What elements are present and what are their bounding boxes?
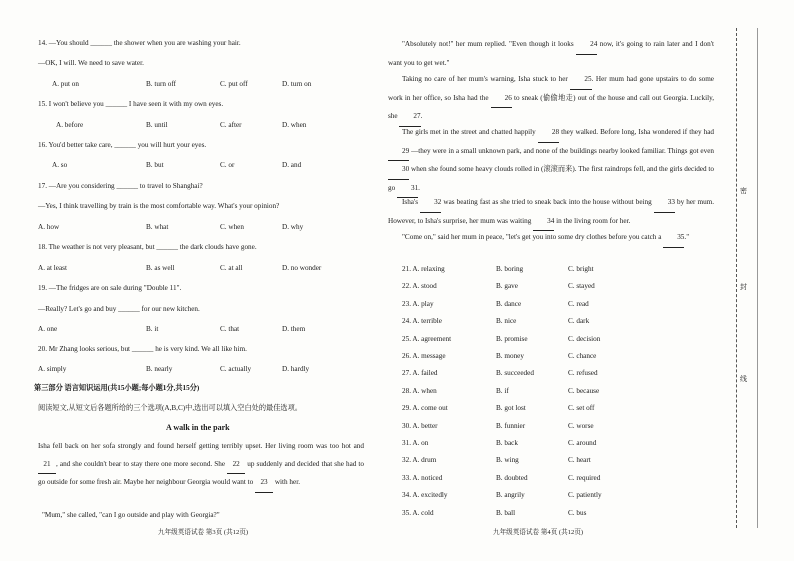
cloze-q31-option-a[interactable]: 31. A. on [402,439,429,447]
cloze-q23-option-c[interactable]: C. read [568,299,589,308]
cloze-q33-option-c[interactable]: C. required [568,473,601,482]
cloze-q34-option-a[interactable]: 34. A. excitedly [402,491,448,500]
p4-text-d: . [420,112,423,120]
cloze-q29-option-a[interactable]: 29. A. come out [402,404,448,413]
p6-text-c: by her mum. However, to Isha's surprise, her mum was waiting [388,198,715,225]
p5-text-e: . [418,183,420,192]
cloze-q35-option-a[interactable]: 35. A. cold [402,508,434,517]
passage-paragraph-2: "Mum," she called, "can I go outside and play with Georgia?" [42,511,220,519]
p3-text-b: now, it's going to rain later and I don't want you to get wet." [388,40,715,67]
cloze-q29-option-b[interactable]: B. got lost [496,404,526,413]
cloze-q27-option-a[interactable]: 27. A. failed [402,369,438,378]
cloze-q22-option-b[interactable]: B. gave [496,282,518,291]
cloze-q32-option-c[interactable]: C. heart [568,456,591,465]
binding-line [736,28,737,528]
p7-text-a: "Come on," said her mum in peace, "let's get you into some dry clothes before you catch a [402,233,662,241]
blank-35[interactable]: 35 [663,229,684,248]
q15-option-b[interactable]: B. until [146,121,168,129]
blank-23[interactable]: 23 [255,474,273,493]
p5-text-b: they walked. Before long, Isha wondered if they had [561,128,715,136]
q20-option-b[interactable]: B. nearly [146,365,173,373]
blank-28[interactable]: 28 [538,124,559,143]
cloze-q30-option-c[interactable]: C. worse [568,421,594,430]
q20-stem: 20. Mr Zhang looks serious, but ______ he is very kind. We all like him. [38,345,247,353]
right-page [388,0,718,561]
p5-text-d: when she found some heavy clouds rolled in (滚滚而来). The first raindrops fell, and the girls decided to go [388,165,715,192]
cloze-q34-option-b[interactable]: B. angrily [496,491,525,500]
q14-stem: 14. —You should ______ the shower when you are washing your hair. [38,39,241,47]
cloze-q29-option-c[interactable]: C. set off [568,404,595,413]
cloze-q21-option-c[interactable]: C. bright [568,265,594,273]
q18-option-c[interactable]: C. at all [220,264,243,272]
margin-mark-line: 线 [740,375,747,383]
p4-text-b: . Her mum had gone upstairs to do some work in her office, so Isha had the [388,75,714,102]
q16-option-b[interactable]: B. but [146,161,164,169]
passage-title: A walk in the park [166,423,230,432]
p5-text-c: —they were in a small unknown park, and none of the buildings nearby looked familiar. Things got even [411,146,714,155]
page-edge [757,28,758,528]
p1-text-c: up suddenly and decided that she had to go outside for some fresh air. Maybe her neighbour Georgia would want to [38,459,365,486]
blank-21[interactable]: 21 [38,456,56,475]
cloze-q30-option-a[interactable]: 30. A. better [402,421,438,430]
p6-text-b: was beating fast as she tried to sneak back into the house without being [443,198,652,206]
p1-text-d: with her. [274,478,300,486]
q16-option-c[interactable]: C. or [220,161,235,169]
blank-27[interactable]: 27 [399,108,420,127]
passage-paragraph-5 [388,124,714,198]
p7-text-b: ." [684,233,690,241]
passage-paragraph-6 [388,194,714,231]
p3-text-a: "Absolutely not!" her mum replied. "Even though it looks [402,40,574,48]
blank-29[interactable]: 29 [388,143,409,162]
footer-left: 九年级英语试卷 第3页 (共12页) [158,529,249,536]
cloze-q24-option-b[interactable]: B. nice [496,317,517,326]
cloze-q28-option-b[interactable]: B. if [496,386,509,395]
p6-text-a: Isha's [402,198,419,206]
cloze-q30-option-b[interactable]: B. funnier [496,421,526,430]
q16-option-a[interactable]: A. so [52,161,68,169]
q20-option-a[interactable]: A. simply [38,365,67,373]
q15-option-c[interactable]: C. after [220,121,242,129]
q20-option-c[interactable]: C. actually [220,365,252,373]
q14-stem-2: —OK, I will. We need to save water. [38,59,144,67]
cloze-q24-option-c[interactable]: C. dark [568,317,590,326]
instruction: 阅读短文,从短文后各题所给的三个选项(A,B,C)中,选出可以填入空白处的最佳选项。 [38,404,302,412]
cloze-q25-option-c[interactable]: C. decision [568,334,601,343]
cloze-q28-option-c[interactable]: C. because [568,386,600,395]
p4-text-a: Taking no care of her mum's warning, Isha stuck to her [402,75,568,83]
footer-right: 九年级英语试卷 第4页 (共12页) [493,529,584,536]
cloze-q23-option-b[interactable]: B. dance [496,299,522,308]
cloze-q34-option-c[interactable]: C. patiently [568,491,602,500]
p1-text-a: Isha fell back on her sofa strongly and found herself getting terribly upset. Her living room was too hot and [38,442,364,450]
cloze-q22-option-c[interactable]: C. stayed [568,282,595,291]
q19-option-b[interactable]: B. it [146,325,159,333]
cloze-q26-option-c[interactable]: C. chance [568,352,597,360]
margin-mark-envelope: 封 [740,283,747,291]
cloze-q21-option-a[interactable]: 21. A. relaxing [402,265,445,273]
blank-24[interactable]: 24 [576,36,597,55]
q15-stem: 15. I won't believe you ______ I have seen it with my own eyes. [38,100,224,108]
q17-option-d[interactable]: D. why [282,223,304,231]
q16-option-d[interactable]: D. and [282,161,302,169]
blank-22[interactable]: 22 [227,456,245,475]
cloze-q24-option-a[interactable]: 24. A. terrible [402,317,442,326]
p6-text-d: in the living room for her. [556,216,631,225]
q14-option-b[interactable]: B. turn off [146,80,177,88]
blank-30[interactable]: 30 [388,161,409,180]
q19-option-d[interactable]: D. them [282,325,306,333]
q17-option-c[interactable]: C. when [220,223,244,231]
cloze-q22-option-a[interactable]: 22. A. stood [402,282,437,291]
cloze-q26-option-a[interactable]: 26. A. message [402,352,446,360]
q14-option-c[interactable]: C. put off [220,80,248,88]
cloze-q21-option-b[interactable]: B. boring [496,265,524,273]
cloze-q31-option-b[interactable]: B. back [496,439,518,447]
left-page [34,0,368,561]
q19-option-c[interactable]: C. that [220,325,240,333]
cloze-q33-option-b[interactable]: B. doubted [496,473,528,482]
cloze-q32-option-a[interactable]: 32. A. drum [402,456,437,465]
q18-option-b[interactable]: B. as well [146,264,175,272]
q14-option-a[interactable]: A. put on [52,80,79,88]
cloze-q25-option-b[interactable]: B. promise [496,334,528,343]
cloze-q33-option-a[interactable]: 33. A. noticed [402,473,443,482]
q16-stem: 16. You'd better take care, ______ you will hurt your eyes. [38,141,207,149]
passage-paragraph-4 [388,71,714,127]
passage-paragraph-1 [38,438,364,493]
q17-option-b[interactable]: B. what [146,223,169,231]
cloze-q35-option-c[interactable]: C. bus [568,508,587,517]
q18-option-d[interactable]: D. no wonder [282,264,322,272]
q14-option-d[interactable]: D. turn on [282,80,312,88]
cloze-q28-option-a[interactable]: 28. A. when [402,386,437,395]
q19-stem-2: —Really? Let's go and buy ______ for our new kitchen. [38,305,200,313]
q18-option-a[interactable]: A. at least [38,264,67,272]
blank-26[interactable]: 26 [491,90,512,109]
cloze-q27-option-b[interactable]: B. succeeded [496,369,534,378]
p4-text-c: to sneak (偷偷地走) out of the house and call out Georgia. Luckily, she [388,93,715,120]
margin-mark-seal: 密 [740,187,747,195]
q19-option-a[interactable]: A. one [38,325,58,333]
cloze-q32-option-b[interactable]: B. wing [496,456,519,465]
q15-option-a[interactable]: A. before [56,121,84,129]
section-heading: 第三部分 语言知识运用(共15小题;每小题1分,共15分) [34,384,200,392]
q17-option-a[interactable]: A. how [38,223,60,231]
q20-option-d[interactable]: D. hardly [282,365,310,373]
cloze-q27-option-c[interactable]: C. refused [568,369,598,378]
q18-stem: 18. The weather is not very pleasant, but ______ the dark clouds have gone. [38,243,257,251]
p5-text-a: The girls met in the street and chatted happily [402,128,536,136]
q17-stem: 17. —Are you considering ______ to travel to Shanghai? [38,182,203,190]
cloze-q31-option-c[interactable]: C. around [568,439,597,447]
cloze-q23-option-a[interactable]: 23. A. play [402,299,434,308]
blank-31[interactable]: 31 [397,180,418,199]
p1-text-b: , and she couldn't bear to stay there one more second. She [56,459,226,468]
blank-32[interactable]: 32 [420,194,441,213]
q17-stem-2: —Yes, I think travelling by train is the most comfortable way. What's your opinion? [38,202,280,210]
blank-33[interactable]: 33 [654,194,675,213]
blank-34[interactable]: 34 [533,213,554,232]
cloze-q35-option-b[interactable]: B. ball [496,508,516,517]
passage-paragraph-7 [388,229,714,248]
passage-paragraph-3 [388,36,714,72]
blank-25[interactable]: 25 [570,71,591,90]
cloze-q25-option-a[interactable]: 25. A. agreement [402,334,452,343]
cloze-q26-option-b[interactable]: B. money [496,352,524,360]
q15-option-d[interactable]: D. when [282,121,307,129]
q19-stem: 19. —The fridges are on sale during "Double 11". [38,284,182,292]
